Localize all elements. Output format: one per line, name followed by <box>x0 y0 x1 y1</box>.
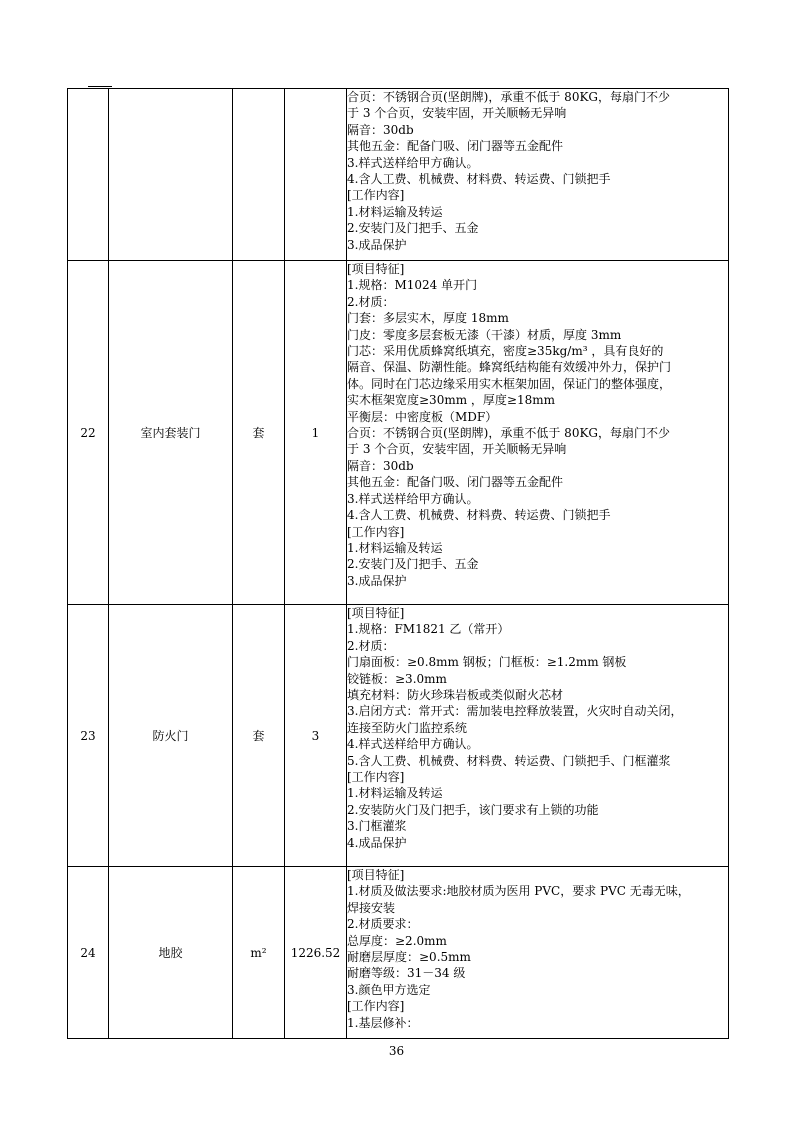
description-line: 1.规格：M1024 单开门 <box>347 278 478 293</box>
description-line: 1.材料运输及转运 <box>347 786 443 801</box>
description-line: 2.材质： <box>347 294 395 309</box>
description-line: 体。同时在门芯边缘采用实木框架加固，保证门的整体强度， <box>347 376 672 391</box>
description-line: 4.含人工费、机械费、材料费、转运费、门锁把手 <box>347 172 611 187</box>
description-line: 门芯：采用优质蜂窝纸填充，密度≥35kg/m³ ，具有良好的 <box>347 344 664 359</box>
item-unit <box>233 89 285 261</box>
table-row <box>68 605 729 867</box>
description-line: 耐磨层厚度：≥0.5mm <box>347 950 471 965</box>
description-line: 门皮：零度多层套板无漆（干漆）材质，厚度 3mm <box>347 327 622 342</box>
item-number: 24 <box>68 867 109 1039</box>
description-line: 门扇面板：≥0.8mm 钢板；门框板：≥1.2mm 钢板 <box>347 655 627 670</box>
item-name: 室内套装门 <box>109 261 233 605</box>
description-line: 总厚度：≥2.0mm <box>347 933 447 948</box>
item-name <box>109 89 233 261</box>
description-line: 2.材质： <box>347 638 395 653</box>
item-quantity <box>285 89 347 261</box>
description-line: 1.材料运输及转运 <box>347 204 443 219</box>
description-line: [项目特征] <box>347 262 405 276</box>
item-unit: 套 <box>233 261 285 605</box>
description-line: 其他五金：配备门吸、闭门器等五金配件 <box>347 475 564 490</box>
description-line: 焊接安装 <box>347 900 396 915</box>
description-line: 铰链板：≥3.0mm <box>347 671 447 686</box>
item-number: 22 <box>68 261 109 605</box>
description-line: 2.安装防火门及门把手，该门要求有上锁的功能 <box>347 802 599 817</box>
item-description <box>347 261 729 605</box>
description-line: 隔音：30db <box>347 458 414 473</box>
description-line: 实木框架宽度≥30mm ，厚度≥18mm <box>347 393 555 408</box>
description-line: 3.颜色甲方选定 <box>347 982 431 997</box>
header-rule <box>88 86 112 87</box>
description-line: 3.成品保护 <box>347 573 407 588</box>
item-name: 防火门 <box>109 605 233 867</box>
item-unit: 套 <box>233 605 285 867</box>
description-line: [项目特征] <box>347 868 405 882</box>
item-quantity: 3 <box>285 605 347 867</box>
description-line: 3.样式送样给甲方确认。 <box>347 155 479 170</box>
description-line: 1.材料运输及转运 <box>347 540 443 555</box>
description-line: 填充材料：防火珍珠岩板或类似耐火芯材 <box>347 688 564 703</box>
item-unit: m² <box>233 867 285 1039</box>
page-number: 36 <box>388 1044 405 1058</box>
table-row <box>68 867 729 1039</box>
description-line: 1.规格：FM1821 乙（常开） <box>347 622 510 637</box>
description-line: [工作内容] <box>347 770 405 785</box>
item-name: 地胶 <box>109 867 233 1039</box>
description-line: 4.样式送样给甲方确认。 <box>347 737 479 752</box>
description-line: 连接至防火门监控系统 <box>347 720 468 735</box>
description-line: 于 3 个合页，安装牢固，开关顺畅无异响 <box>347 442 567 457</box>
description-line: 3.启闭方式：常开式：需加装电控释放装置，火灾时自动关闭， <box>347 704 683 719</box>
table-body <box>68 89 729 1039</box>
description-line: 平衡层：中密度板（MDF） <box>347 409 498 424</box>
item-description <box>347 867 729 1039</box>
description-line: 3.样式送样给甲方确认。 <box>347 491 479 506</box>
description-line: 4.成品保护 <box>347 835 407 850</box>
description-line: [工作内容] <box>347 999 405 1014</box>
description-line: 其他五金：配备门吸、闭门器等五金配件 <box>347 139 564 154</box>
description-line: 1.材质及做法要求:地胶材质为医用 PVC，要求 PVC 无毒无味， <box>347 884 690 899</box>
description-line: 隔音、保温、防潮性能。蜂窝纸结构能有效缓冲外力，保护门 <box>347 360 672 375</box>
description-line: 合页：不锈钢合页(坚朗牌)，承重不低于 80KG，每扇门不少 <box>347 90 671 104</box>
description-line: [工作内容] <box>347 188 405 203</box>
description-line: 5.含人工费、机械费、材料费、转运费、门锁把手、门框灌浆 <box>347 753 671 768</box>
description-line: [项目特征] <box>347 606 405 620</box>
description-line: 2.材质要求： <box>347 917 419 932</box>
bill-of-quantities-table <box>67 88 729 1039</box>
description-line: 2.安装门及门把手、五金 <box>347 557 479 572</box>
description-line: [工作内容] <box>347 524 405 539</box>
description-line: 2.安装门及门把手、五金 <box>347 221 479 236</box>
description-line: 隔音：30db <box>347 122 414 137</box>
item-quantity: 1 <box>285 261 347 605</box>
description-line: 3.成品保护 <box>347 237 407 252</box>
item-description <box>347 89 729 261</box>
table-row <box>68 261 729 605</box>
item-description <box>347 605 729 867</box>
description-line: 门套：多层实木，厚度 18mm <box>347 311 509 326</box>
description-line: 1.基层修补： <box>347 1015 419 1030</box>
table-row <box>68 89 729 261</box>
description-line: 于 3 个合页，安装牢固，开关顺畅无异响 <box>347 106 567 121</box>
item-number: 23 <box>68 605 109 867</box>
item-quantity: 1226.52 <box>285 867 347 1039</box>
description-line: 合页：不锈钢合页(坚朗牌)，承重不低于 80KG，每扇门不少 <box>347 426 671 441</box>
description-line: 耐磨等级：31－34 级 <box>347 966 466 981</box>
item-number <box>68 89 109 261</box>
description-line: 3.门框灌浆 <box>347 819 407 834</box>
description-line: 4.含人工费、机械费、材料费、转运费、门锁把手 <box>347 508 611 523</box>
